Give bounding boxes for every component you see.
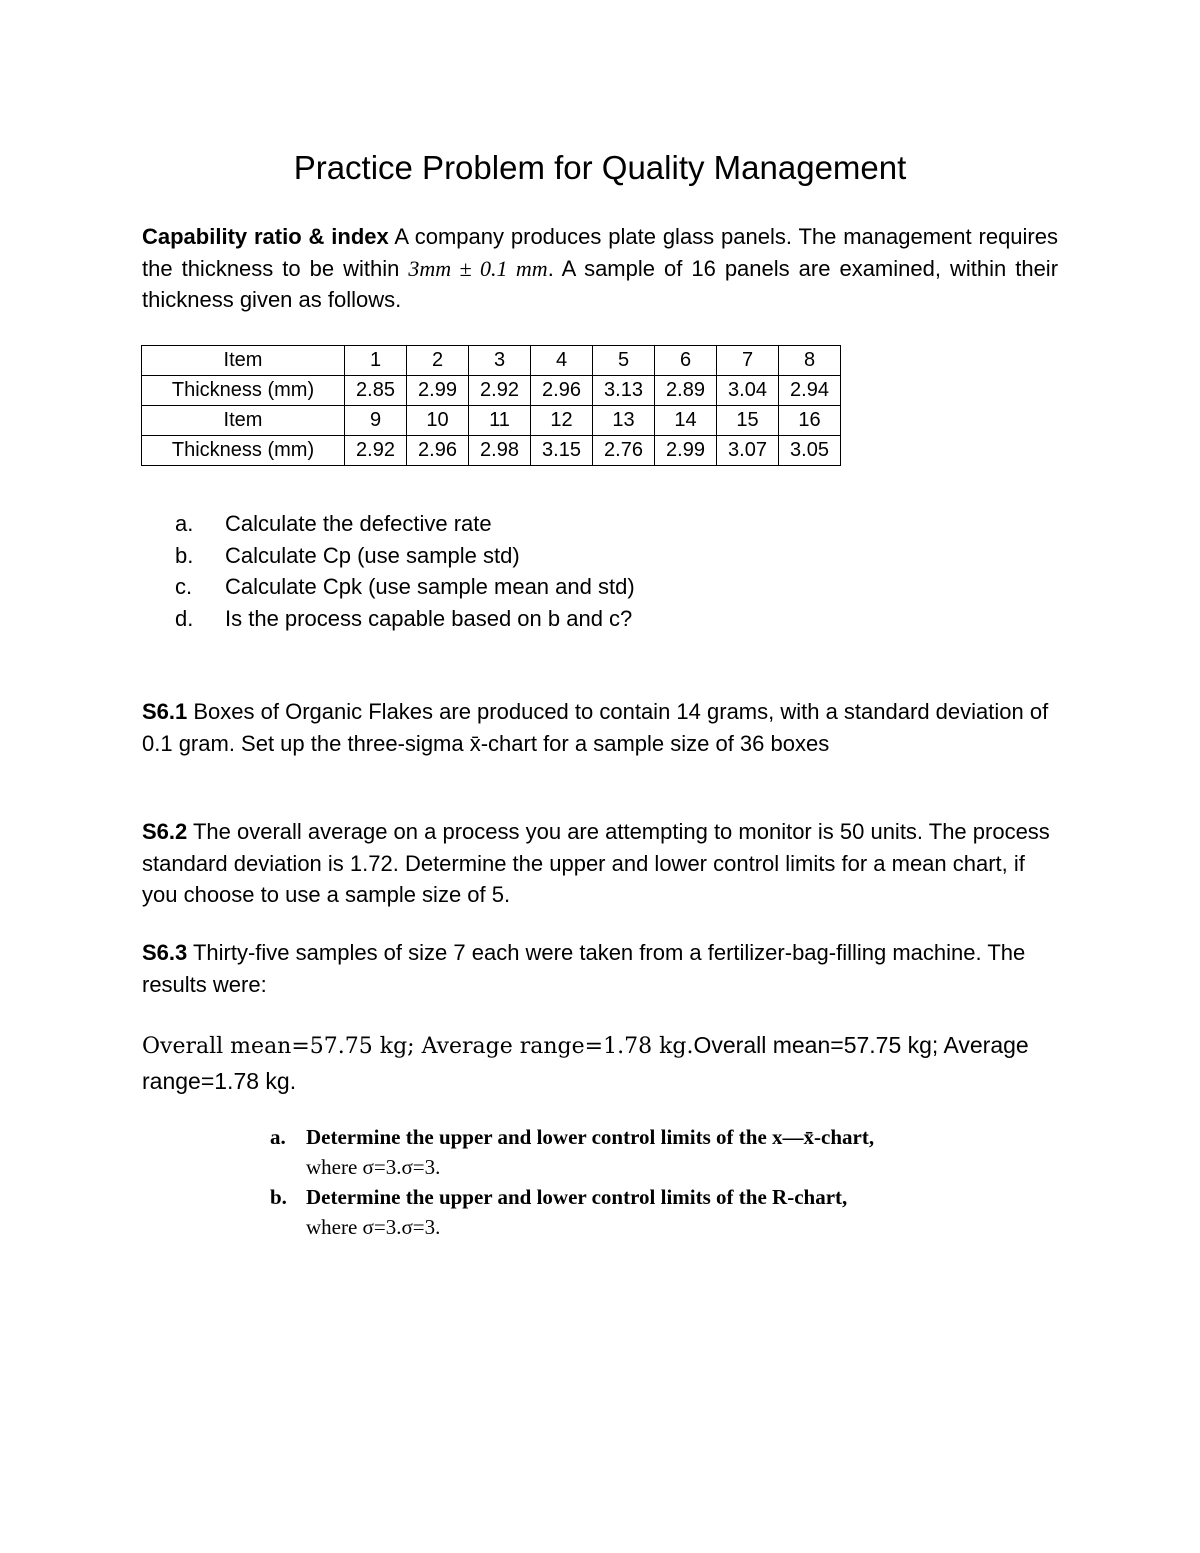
table-row	[142, 376, 841, 406]
capability-heading: Capability ratio & index	[142, 224, 389, 249]
problem-label: S6.3	[142, 940, 188, 965]
table-cell: 12	[531, 406, 593, 436]
subquestion-condition: where σ=3.σ=3.	[306, 1155, 441, 1179]
capability-paragraph	[142, 221, 1058, 316]
subquestion-label: b.	[270, 1185, 287, 1209]
list-item	[270, 1122, 1030, 1182]
problem-label: S6.2	[142, 819, 188, 844]
table-cell: 3.04	[717, 376, 779, 406]
table-cell: 2.85	[345, 376, 407, 406]
results-formula	[142, 1028, 1058, 1098]
table-cell: 14	[655, 406, 717, 436]
table-cell: 13	[593, 406, 655, 436]
list-item	[270, 1182, 1030, 1242]
table-row	[142, 406, 841, 436]
table-cell: 2.94	[779, 376, 841, 406]
table-cell: 2.76	[593, 436, 655, 466]
table-cell: 2.99	[407, 376, 469, 406]
question-text: Calculate Cp (use sample std)	[225, 542, 520, 568]
table-cell: 3.13	[593, 376, 655, 406]
formula-text: Overall mean=57.75 kg; Average range=1.78 kg.	[142, 1032, 1029, 1094]
question-label: b.	[175, 542, 194, 568]
table-cell: 9	[345, 406, 407, 436]
list-item	[175, 508, 1055, 540]
table-cell: 11	[469, 406, 531, 436]
row-label-thickness: Thickness (mm)	[142, 436, 345, 466]
table-cell: 7	[717, 346, 779, 376]
problem-text: The overall average on a process you are attempting to monitor is 50 units. The process standard deviation is 1.72. Determine the upper and lower control limits for a mean chart, if you choose to use a sample size of 5.	[142, 819, 1050, 907]
question-label: d.	[175, 605, 194, 631]
question-text: Calculate the defective rate	[225, 511, 492, 536]
list-item	[175, 571, 1055, 603]
table-cell: 2.96	[407, 436, 469, 466]
row-label-item: Item	[142, 406, 345, 436]
table-cell: 3.15	[531, 436, 593, 466]
table-cell: 4	[531, 346, 593, 376]
subquestion-condition: where σ=3.σ=3.	[306, 1215, 441, 1239]
table-cell: 2.99	[655, 436, 717, 466]
problem-label: S6.1	[142, 699, 188, 724]
table-cell: 2	[407, 346, 469, 376]
question-label: c.	[175, 574, 193, 599]
table-cell: 3.07	[717, 436, 779, 466]
list-item	[175, 603, 1055, 635]
capability-text-2: . A sample of 16 panels are examined, within their thickness given as follows.	[142, 255, 1059, 312]
table-cell: 2.89	[655, 376, 717, 406]
subquestion-list	[270, 1122, 1030, 1242]
page-title: Practice Problem for Quality Management	[293, 149, 907, 186]
question-text: Calculate Cpk (use sample mean and std)	[225, 574, 635, 599]
thickness-table	[141, 345, 841, 466]
question-list	[175, 508, 1055, 634]
table-cell: 15	[717, 406, 779, 436]
row-label-thickness: Thickness (mm)	[142, 376, 345, 406]
table-row	[142, 346, 841, 376]
table-cell: 3.05	[779, 436, 841, 466]
subquestion-text: Determine the upper and lower control limits of the R-chart,	[306, 1185, 848, 1209]
table-cell: 6	[655, 346, 717, 376]
question-label: a.	[175, 511, 194, 536]
problem-s6-1	[142, 696, 1058, 759]
capability-spec: 3mm ± 0.1 mm	[408, 255, 548, 281]
table-cell: 2.98	[469, 436, 531, 466]
problem-text: Thirty-five samples of size 7 each were taken from a fertilizer-bag-filling machine. The results were:	[142, 940, 1026, 997]
problem-s6-3	[142, 937, 1058, 1000]
question-text: Is the process capable based on b and c?	[225, 605, 633, 631]
formula-math: Overall mean=57.75 kg; Average range=1.78 kg.	[142, 1034, 694, 1059]
subquestion-text: Determine the upper and lower control limits of the x—x̄-chart,	[306, 1125, 875, 1149]
row-label-item: Item	[142, 346, 345, 376]
table-cell: 2.92	[345, 436, 407, 466]
table-cell: 2.92	[469, 376, 531, 406]
table-cell: 16	[779, 406, 841, 436]
table-cell: 10	[407, 406, 469, 436]
subquestion-label: a.	[270, 1125, 286, 1149]
list-item	[175, 540, 1055, 572]
table-cell: 1	[345, 346, 407, 376]
capability-text-1: A company produces plate glass panels. The management requires the thickness to be within	[142, 224, 1058, 281]
table-cell: 2.96	[531, 376, 593, 406]
problem-s6-2	[142, 816, 1058, 911]
table-cell: 3	[469, 346, 531, 376]
table-cell: 5	[593, 346, 655, 376]
problem-text: Boxes of Organic Flakes are produced to contain 14 grams, with a standard deviation of 0.1 gram. Set up the three-sigma x̄-chart for a sample size of 36 boxes	[142, 699, 1049, 756]
table-row	[142, 436, 841, 466]
table-cell: 8	[779, 346, 841, 376]
